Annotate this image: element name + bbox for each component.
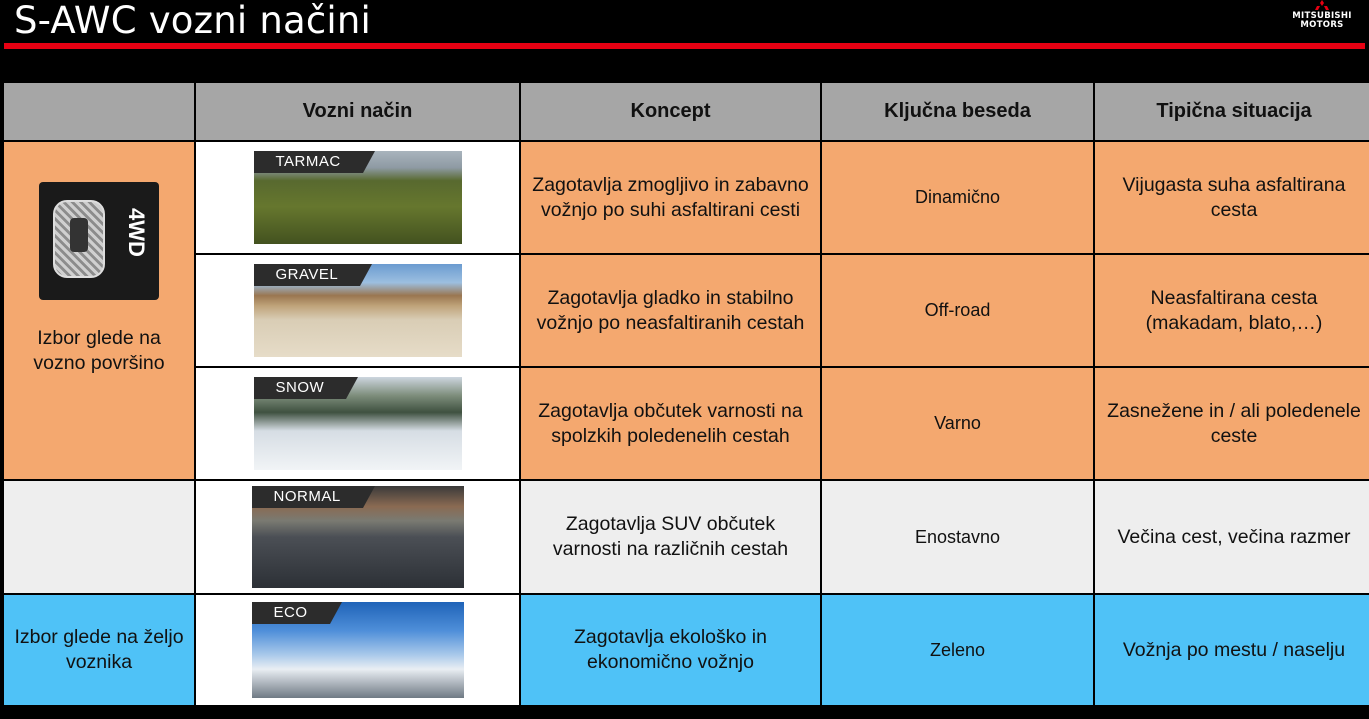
situation-eco: Vožnja po mestu / naselju: [1095, 595, 1369, 705]
dial-4wd-label: 4WD: [124, 208, 149, 257]
mode-tag-eco: ECO: [252, 602, 330, 624]
mode-snow-cell: [196, 368, 519, 479]
drive-modes-table: [4, 83, 1365, 699]
mode-tag-tarmac: TARMAC: [254, 151, 363, 173]
keyword-eco: Zeleno: [822, 595, 1093, 705]
situation-gravel: Neasfaltirana cesta (makadam, blato,…): [1095, 255, 1369, 366]
header-mode: Vozni način: [196, 83, 519, 140]
header-red-bar: [4, 43, 1365, 49]
concept-snow: Zagotavlja občutek varnosti na spolzkih poledenelih cestah: [521, 368, 820, 479]
eco-city-photo: [252, 602, 464, 698]
tarmac-road-photo: [254, 151, 462, 244]
keyword-tarmac: Dinamično: [822, 142, 1093, 253]
logo-text: [1287, 12, 1357, 30]
slide-header: [0, 0, 1369, 50]
mode-gravel-cell: [196, 255, 519, 366]
header-keyword: Ključna beseda: [822, 83, 1093, 140]
keyword-snow: Varno: [822, 368, 1093, 479]
group-driver: [4, 595, 194, 705]
logo-line-2: MOTORS: [1300, 20, 1344, 30]
header-situation: Tipična situacija: [1095, 83, 1369, 140]
keyword-normal: Enostavno: [822, 481, 1093, 593]
group-normal-empty: [4, 481, 194, 593]
concept-gravel: Zagotavlja gladko in stabilno vožnjo po neasfaltiranih cestah: [521, 255, 820, 366]
concept-eco: Zagotavlja ekološko in ekonomično vožnjo: [521, 595, 820, 705]
header-concept: Koncept: [521, 83, 820, 140]
gravel-road-photo: [254, 264, 462, 357]
mode-tag-normal: NORMAL: [252, 486, 363, 508]
logo-line-1: MITSUBISHI: [1292, 11, 1352, 21]
mode-eco-cell: [196, 595, 519, 705]
concept-normal: Zagotavlja SUV občutek varnosti na različnih cestah: [521, 481, 820, 593]
drive-mode-dial-image: [39, 182, 159, 300]
situation-snow: Zasnežene in / ali poledenele ceste: [1095, 368, 1369, 479]
mode-tag-gravel: GRAVEL: [254, 264, 361, 286]
header-empty: [4, 83, 194, 140]
mitsubishi-logo: [1287, 0, 1357, 36]
mode-tag-snow: SNOW: [254, 377, 347, 399]
normal-highway-photo: [252, 486, 464, 588]
situation-normal: Večina cest, večina razmer: [1095, 481, 1369, 593]
keyword-gravel: Off-road: [822, 255, 1093, 366]
mode-normal-cell: [196, 481, 519, 593]
mode-tarmac-cell: [196, 142, 519, 253]
situation-tarmac: Vijugasta suha asfaltirana cesta: [1095, 142, 1369, 253]
page-title: S-AWC vozni načini: [14, 0, 372, 42]
three-diamonds-icon: [1313, 0, 1331, 11]
snow-road-photo: [254, 377, 462, 470]
group-surface-label: Izbor glede na vozno površino: [33, 327, 165, 374]
group-surface: [4, 142, 194, 479]
group-driver-label: Izbor glede na željo voznika: [14, 626, 184, 673]
concept-tarmac: Zagotavlja zmogljivo in zabavno vožnjo po suhi asfaltirani cesti: [521, 142, 820, 253]
dial-slot: [70, 218, 88, 252]
